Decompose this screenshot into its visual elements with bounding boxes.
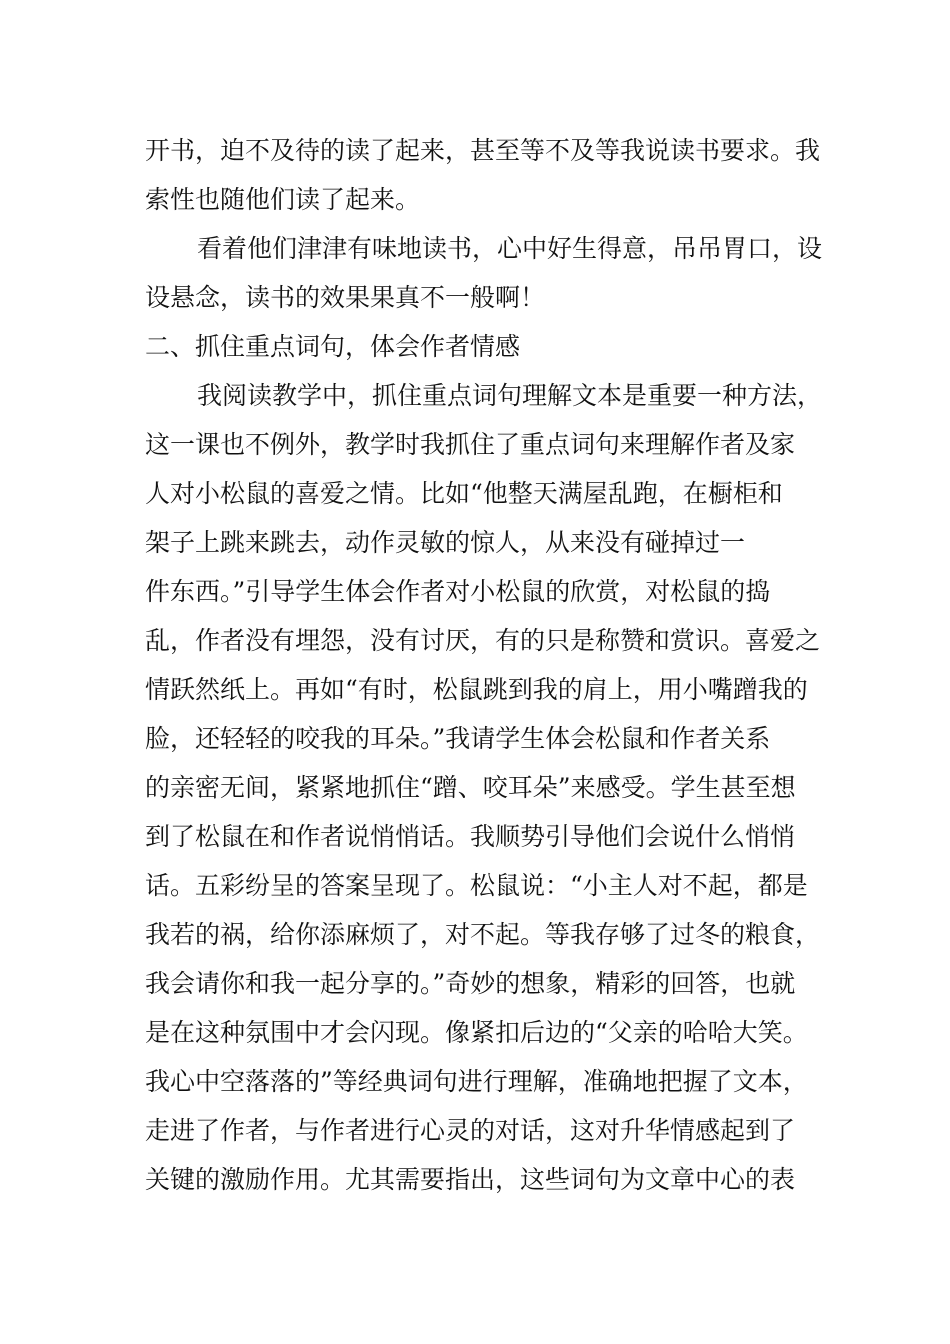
text-line-16: 话。五彩纷呈的答案呈现了。松鼠说：“小主人对不起，都是 <box>145 871 808 900</box>
text-line-7: 这一课也不例外，教学时我抓住了重点词句来理解作者及家 <box>145 430 796 459</box>
text-line-3: 看着他们津津有味地读书，心中好生得意，吊吊胃口，设 <box>197 234 823 263</box>
text-line-18: 我会请你和我一起分享的。”奇妙的想象，精彩的回答，也就 <box>145 969 796 998</box>
section-heading: 二、抓住重点词句，体会作者情感 <box>145 332 521 361</box>
text-line-13: 脸，还轻轻的咬我的耳朵。”我请学生体会松鼠和作者关系 <box>145 724 771 753</box>
text-line-6: 我阅读教学中，抓住重点词句理解文本是重要一种方法， <box>197 381 823 410</box>
body-text <box>145 126 825 1204</box>
text-line-9: 架子上跳来跳去，动作灵敏的惊人，从来没有碰掉过一 <box>145 528 746 557</box>
text-line-12: 情跃然纸上。再如“有时，松鼠跳到我的肩上，用小嘴蹭我的 <box>145 675 808 704</box>
text-line-10: 件东西。”引导学生体会作者对小松鼠的欣赏，对松鼠的捣 <box>145 577 771 606</box>
text-line-21: 走进了作者，与作者进行心灵的对话，这对升华情感起到了 <box>145 1116 796 1145</box>
text-line-4: 设悬念，读书的效果果真不一般啊！ <box>145 283 546 312</box>
text-line-8: 人对小松鼠的喜爱之情。比如“他整天满屋乱跑，在橱柜和 <box>145 479 783 508</box>
text-line-1: 开书，迫不及待的读了起来，甚至等不及等我说读书要求。我 <box>145 136 821 165</box>
text-line-2: 索性也随他们读了起来。 <box>145 185 421 214</box>
text-line-11: 乱，作者没有埋怨，没有讨厌，有的只是称赞和赏识。喜爱之 <box>145 626 821 655</box>
text-line-17: 我若的祸，给你添麻烦了，对不起。等我存够了过冬的粮食， <box>145 920 821 949</box>
text-line-20: 我心中空落落的”等经典词句进行理解，准确地把握了文本， <box>145 1067 808 1096</box>
text-line-14: 的亲密无间，紧紧地抓住“蹭、咬耳朵”来感受。学生甚至想 <box>145 773 796 802</box>
text-line-19: 是在这种氛围中才会闪现。像紧扣后边的“父亲的哈哈大笑。 <box>145 1018 808 1047</box>
text-line-22: 关键的激励作用。尤其需要指出，这些词句为文章中心的表 <box>145 1165 796 1194</box>
text-line-15: 到了松鼠在和作者说悄悄话。我顺势引导他们会说什么悄悄 <box>145 822 796 851</box>
